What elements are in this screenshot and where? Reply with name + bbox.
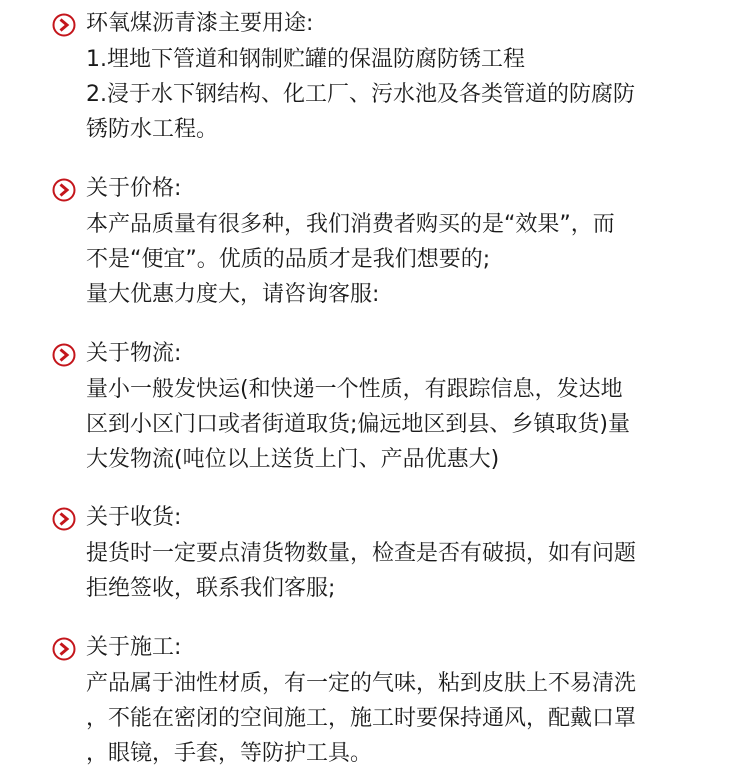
- section-title: 环氧煤沥青漆主要用途:: [86, 11, 314, 36]
- section-line: ，不能在密闭的空间施工，施工时要保持通风，配戴口罩: [86, 706, 637, 731]
- section-line: ，眼镜，手套，等防护工具。: [86, 741, 373, 766]
- section-body: [52, 666, 732, 771]
- chevron-right-circle-icon: [52, 178, 76, 202]
- section-title: 关于施工:: [86, 635, 182, 660]
- section-line: 量小一般发快运(和快递一个性质，有跟踪信息，发达地: [86, 377, 623, 402]
- section-construction: [52, 630, 732, 771]
- section-line: 区到小区门口或者街道取货;偏远地区到县、乡镇取货)量: [86, 412, 630, 437]
- section-line: 2.浸于水下钢结构、化工厂、污水池及各类管道的防腐防: [86, 82, 635, 107]
- chevron-right-circle-icon: [52, 507, 76, 531]
- section-line: 不是“便宜”。优质的品质才是我们想要的;: [86, 247, 491, 272]
- section-usage: [52, 6, 732, 147]
- section-line: 产品属于油性材质，有一定的气味，粘到皮肤上不易清洗: [86, 671, 637, 696]
- section-line: 本产品质量有很多种，我们消费者购买的是“效果”，而: [86, 212, 615, 237]
- section-title: 关于价格:: [86, 176, 182, 201]
- section-title: 关于物流:: [86, 341, 182, 366]
- section-heading: [52, 6, 732, 42]
- section-heading: [52, 630, 732, 666]
- section-line: 1.埋地下管道和钢制贮罐的保温防腐防锈工程: [86, 47, 525, 72]
- section-heading: [52, 500, 732, 536]
- chevron-right-circle-icon: [52, 343, 76, 367]
- section-body: [52, 536, 732, 606]
- section-heading: [52, 336, 732, 372]
- section-body: [52, 42, 732, 147]
- section-logistics: [52, 336, 732, 477]
- section-price: [52, 171, 732, 312]
- section-line: 拒绝签收，联系我们客服;: [86, 576, 336, 601]
- section-line: 锈防水工程。: [86, 117, 219, 142]
- section-line: 提货时一定要点清货物数量，检查是否有破损，如有问题: [86, 541, 637, 566]
- section-heading: [52, 171, 732, 207]
- section-body: [52, 372, 732, 477]
- chevron-right-circle-icon: [52, 13, 76, 37]
- section-receiving: [52, 500, 732, 606]
- section-title: 关于收货:: [86, 505, 182, 530]
- section-line: 量大优惠力度大，请咨询客服:: [86, 282, 380, 307]
- chevron-right-circle-icon: [52, 637, 76, 661]
- section-body: [52, 207, 732, 312]
- section-line: 大发物流(吨位以上送货上门、产品优惠大): [86, 447, 500, 472]
